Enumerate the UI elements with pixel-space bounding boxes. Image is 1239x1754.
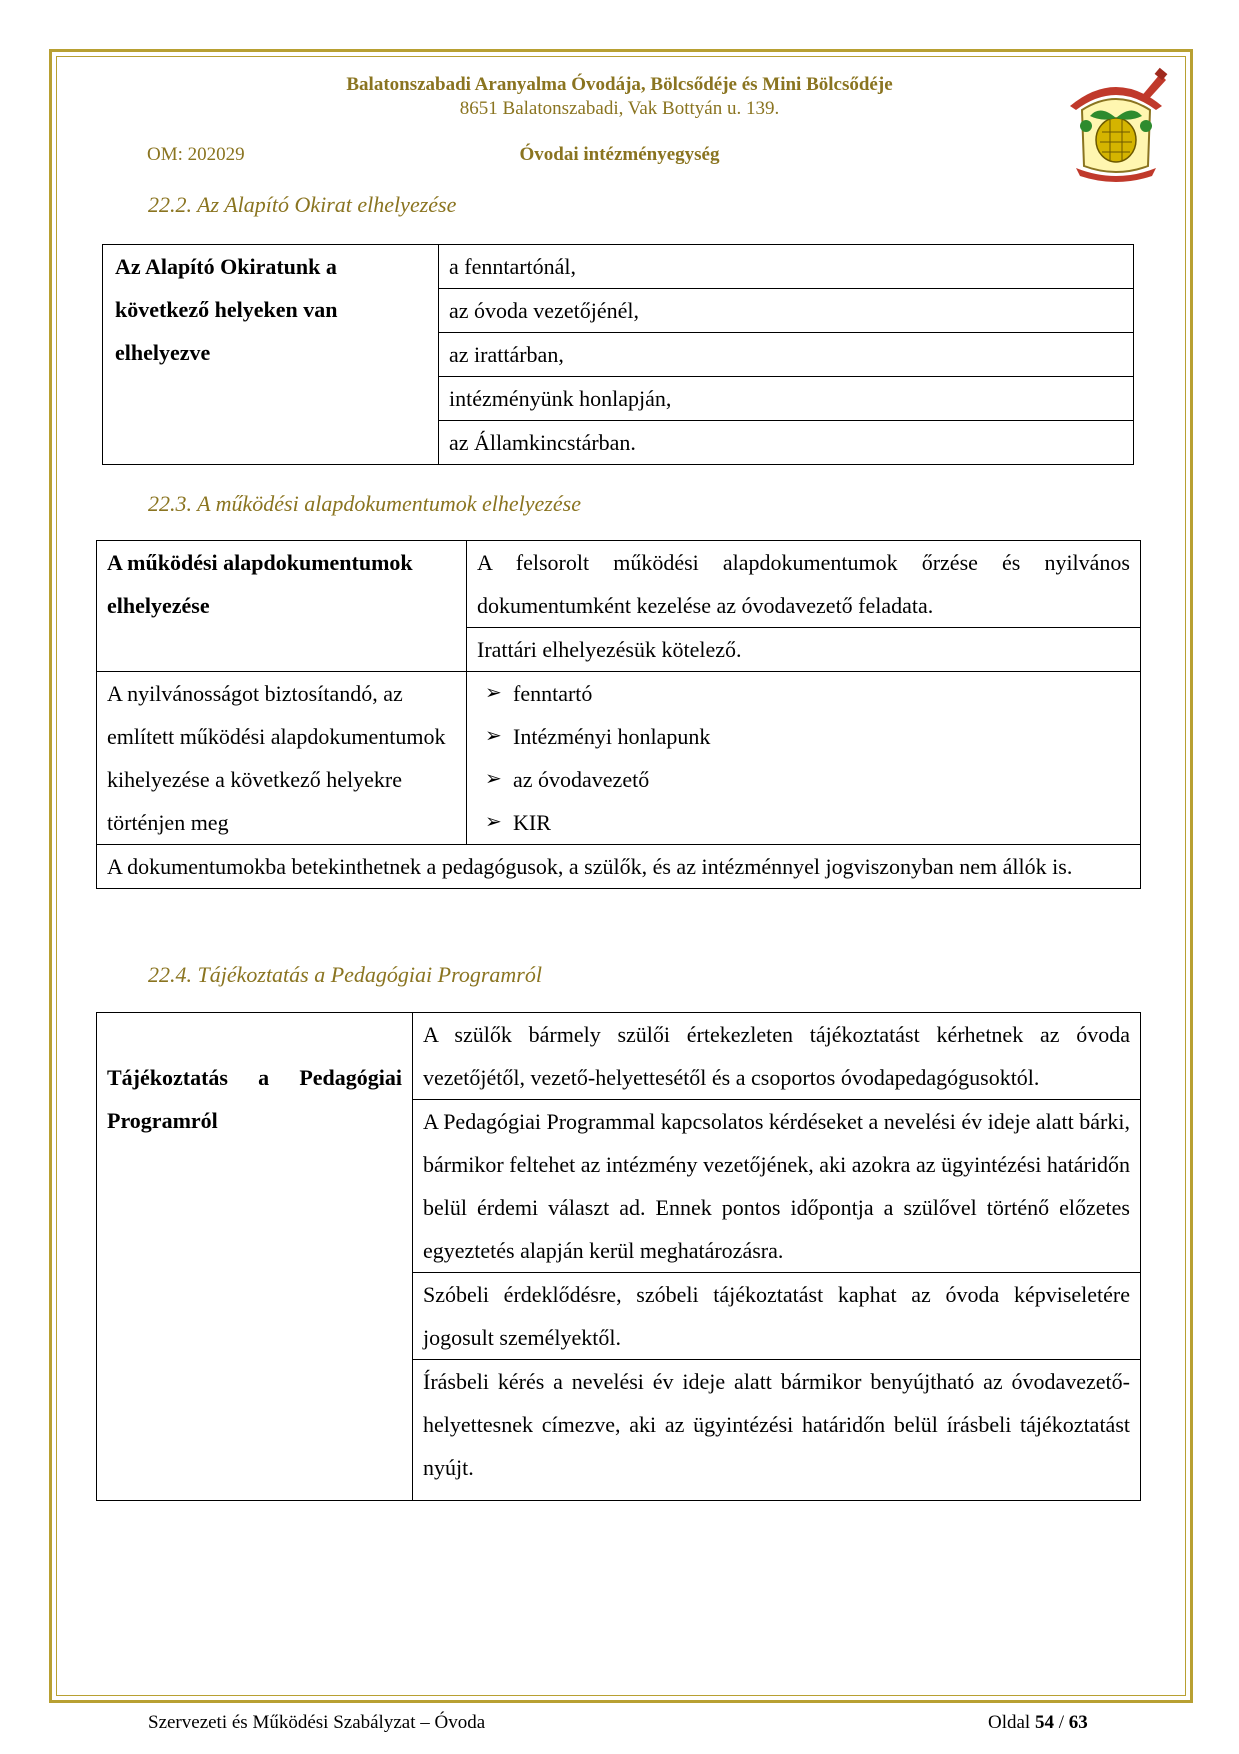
footer-doc-title: Szervezeti és Működési Szabályzat – Óvoda [148, 1712, 486, 1733]
basic-docs-label: A működési alapdokumentumok elhelyezése [97, 541, 467, 672]
founding-doc-label: Az Alapító Okiratunk a következő helyeken van elhelyezve [103, 245, 439, 465]
arrow-bullet-icon: ➢ [485, 682, 502, 704]
list-item: ➢ az óvodavezető [477, 758, 1130, 801]
list-item: ➢ fenntartó [477, 672, 1130, 715]
section-22-2-title: 22.2. Az Alapító Okirat elhelyezése [148, 192, 457, 217]
section-22-3-title: 22.3. A működési alapdokumentumok elhelyezése [148, 491, 581, 516]
arrow-bullet-icon: ➢ [485, 768, 502, 790]
page-label: Oldal [988, 1712, 1031, 1733]
publicity-label: A nyilvánosságot biztosítandó, az említett működési alapdokumentumok kihelyezése a következő helyekre történjen meg [97, 672, 467, 845]
table-row: Szóbeli érdeklődésre, szóbeli tájékoztatást kaphat az óvoda képviseletére jogosult személyektől. [413, 1273, 1141, 1360]
institution-name: Balatonszabadi Aranyalma Óvodája, Bölcsődéje és Mini Bölcsődéje [346, 74, 893, 95]
page-separator: / [1058, 1712, 1064, 1733]
arrow-bullet-icon: ➢ [485, 725, 502, 747]
page-current: 54 [1034, 1712, 1054, 1733]
arrow-bullet-icon: ➢ [485, 811, 502, 833]
list-item: az Államkincstárban. [439, 421, 1134, 465]
institution-address: 8651 Balatonszabadi, Vak Bottyán u. 139. [459, 98, 780, 119]
list-item: ➢ KIR [477, 801, 1130, 844]
apple-bell-logo-icon [1062, 66, 1170, 184]
section-22-4-title: 22.4. Tájékoztatás a Pedagógiai Programról [148, 962, 542, 987]
list-item: intézményünk honlapján, [439, 377, 1134, 421]
unit-name: Óvodai intézményegység [519, 144, 720, 165]
table-row: A Pedagógiai Programmal kapcsolatos kérdéseket a nevelési év ideje alatt bárki, bármikor feltehet az intézmény vezetőjének, aki azokra az ügyintézési határidőn belül érdemi választ ad. Ennek pontos időpontja a szülővel történő előzetes egyeztetés alapján kerül meghatározásra. [413, 1100, 1141, 1273]
table-founding-document [102, 244, 1134, 465]
basic-docs-text: A felsorolt működési alapdokumentumok őrzése és nyilvános dokumentumként kezelése az óvodavezető feladata. [467, 541, 1141, 628]
list-item: az irattárban, [439, 333, 1134, 377]
pedagogical-label: Tájékoztatás a Pedagógiai Programról [97, 1013, 413, 1501]
table-row: A szülők bármely szülői értekezleten tájékoztatást kérhetnek az óvoda vezetőjétől, vezető-helyettesétől és a csoportos óvodapedagógusoktól. [413, 1013, 1141, 1100]
table-basic-documents [96, 540, 1141, 889]
page-total: 63 [1068, 1712, 1088, 1733]
inspection-text: A dokumentumokba betekinthetnek a pedagógusok, a szülők, és az intézménnyel jogviszonyban nem állók is. [97, 845, 1141, 889]
footer-page-number [988, 1712, 1088, 1734]
table-pedagogical-program [96, 1012, 1141, 1501]
publicity-places [467, 672, 1141, 845]
archive-text: Irattári elhelyezésük kötelező. [467, 628, 1141, 672]
list-item: az óvoda vezetőjénél, [439, 289, 1134, 333]
om-number: OM: 202029 [147, 144, 245, 165]
table-row: Írásbeli kérés a nevelési év ideje alatt bármikor benyújtható az óvodavezető- helyettesnek címezve, aki az ügyintézési határidőn belül írásbeli tájékoztatást nyújt. [413, 1360, 1141, 1501]
list-item: ➢ Intézményi honlapunk [477, 715, 1130, 758]
list-item: a fenntartónál, [439, 245, 1134, 289]
